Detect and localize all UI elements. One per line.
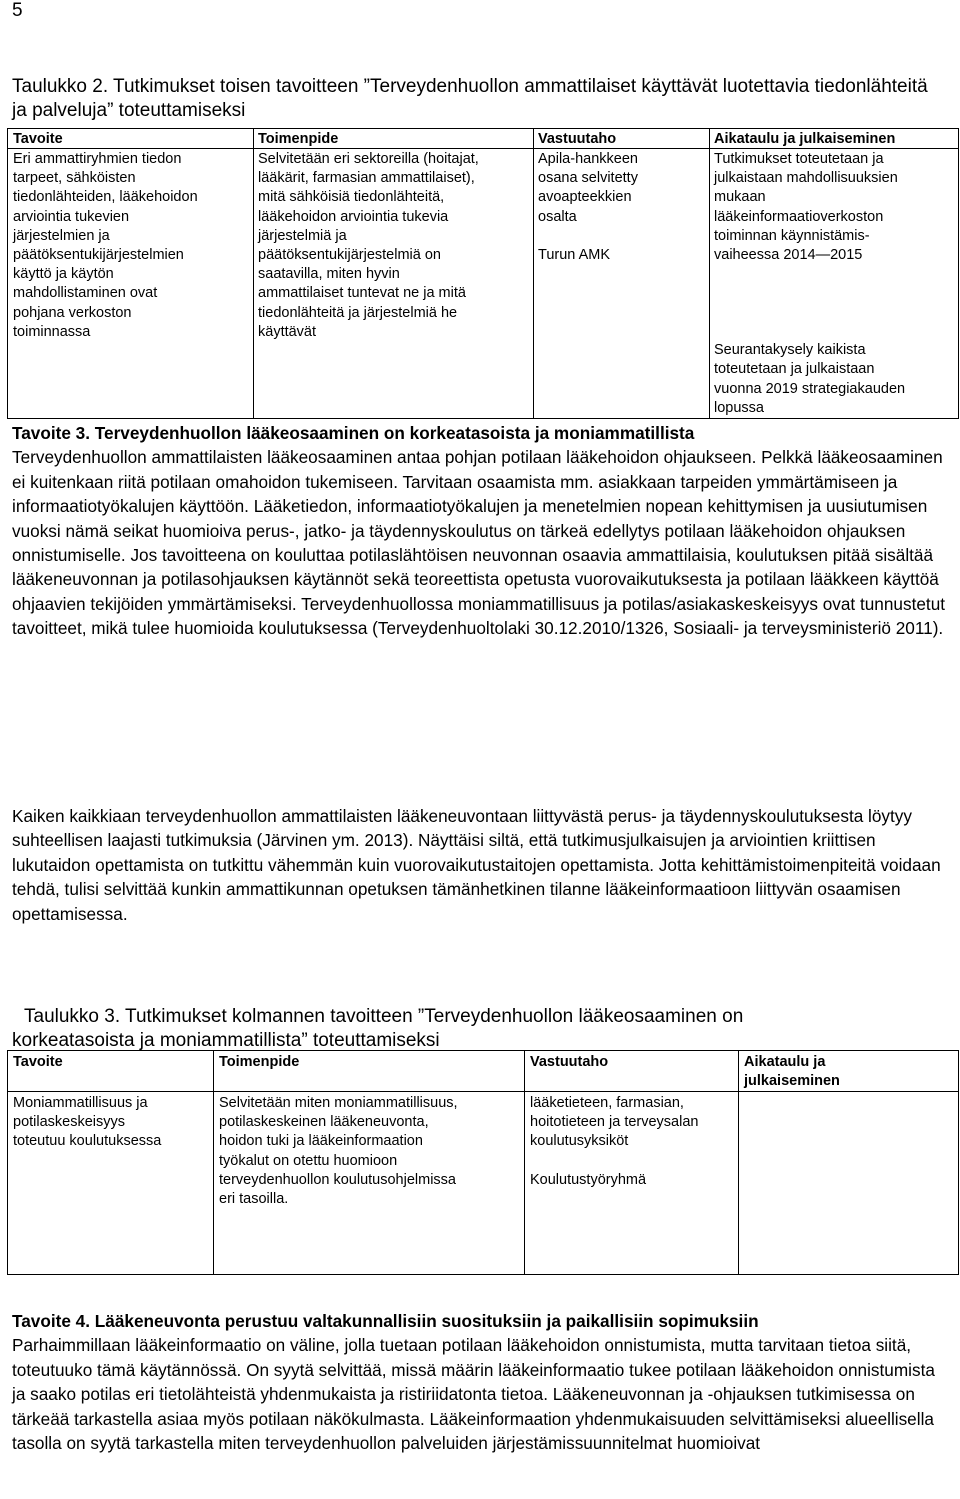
cell-text: Turun AMK bbox=[538, 246, 610, 263]
cell-text: Tutkimukset toteutetaan ja julkaistaan mahdollisuuksien mukaan lääkeinformaatioverkoston toiminnan käynnistämis- vaiheessa 2014—2015 bbox=[714, 151, 898, 264]
table2-header-aikataulu: Aikataulu ja julkaiseminen bbox=[710, 129, 959, 149]
table-row bbox=[8, 1092, 959, 1275]
tavoite4-label: Tavoite 4. bbox=[12, 1311, 91, 1331]
cell-text: Eri ammattiryhmien tiedon tarpeet, sähköisten tiedonlähteiden, lääkehoidon arviointia tukevien järjestelmien ja päätöksentukijärjestelmien käyttö ja käytön mahdollistaminen ovat pohjana verkoston toiminnassa bbox=[13, 151, 198, 340]
table3-cell-vastuutaho bbox=[525, 1092, 739, 1275]
cell-text: Selvitetään eri sektoreilla (hoitajat, lääkärit, farmasian ammattilaiset), mitä sähköisiä tiedonlähteitä, lääkehoidon arviointia tukevia järjestelmiä ja päätöksentukijärjestelmiä on saatavilla, miten hyvin ammattilaiset tuntevat ne ja mitä tiedonlähteitä ja järjestelmiä he käyttävät bbox=[258, 151, 479, 340]
table2-header-toimenpide: Toimenpide bbox=[254, 129, 534, 149]
table2 bbox=[7, 128, 959, 419]
table3-cell-tavoite bbox=[8, 1092, 214, 1275]
table2-cell-vastuutaho bbox=[534, 149, 710, 419]
table2-header-row bbox=[8, 129, 959, 149]
table3 bbox=[7, 1050, 959, 1275]
cell-text: Apila-hankkeen osana selvitetty avoapteekkien osalta bbox=[538, 151, 638, 225]
table3-header-toimenpide: Toimenpide bbox=[214, 1051, 525, 1092]
tavoite4-text: Parhaimmillaan lääkeinformaatio on väline, jolla tuetaan potilaan lääkehoidon onnistumista, mutta tarvitaan tietoa siitä, toteutuuko tämä käytännössä. On syytä selvittää, missä määrin lääkeinformaatio tukee potilaan lääkehoidon onnistumista ja saako potilas eri tietolähteistä yhdenmukaista ja ristiriidatonta tietoa. Lääkeneuvonnan ja -ohjauksen tutkimisessa on tärkeää tarkastella asiaa myös potilaan näkökulmasta. Lääkeinformaation yhdenmukaisuuden selvittämiseksi alueellisella tasolla on syytä tarkastella miten terveydenhuollon palveluiden järjestämissuunnitelmat huomioivat bbox=[12, 1335, 935, 1454]
table-row bbox=[8, 149, 959, 419]
table3-caption-line1: Taulukko 3. Tutkimukset kolmannen tavoitteen ”Terveydenhuollon lääkeosaaminen on bbox=[24, 1006, 744, 1027]
tavoite4-section bbox=[12, 1309, 948, 1455]
cell-text: Seurantakysely kaikista toteutetaan ja julkaistaan vuonna 2019 strategiakauden lopussa bbox=[714, 342, 906, 416]
cell-text: Koulutustyöryhmä bbox=[530, 1171, 647, 1188]
table3-cell-aikataulu bbox=[739, 1092, 959, 1275]
table2-header-vastuutaho: Vastuutaho bbox=[534, 129, 710, 149]
table2-header-tavoite: Tavoite bbox=[8, 129, 254, 149]
body-paragraph: Kaiken kaikkiaan terveydenhuollon ammattilaisten lääkeneuvontaan liittyvästä perus- ja täydennyskoulutuksesta löytyy suhteellisen laajasti tutkimuksia (Järvinen ym. 2013). Näyttäisi siltä, että tutkimusjulkaisujen ja arviointien kriittisen lukutaidon opettamista on tutkittu vähemmän kuin vuorovaikutustaitojen opettamista. Jotta kehittämistoimenpiteitä voidaan tehdä, tulisi selvittää kunkin ammattikunnan opetuksen tämänhetkinen tilanne lääkeinformaatioon liittyvän osaamisen opettamisessa. bbox=[12, 806, 941, 924]
cell-text: Moniammatillisuus ja potilaskeskeisyys toteutuu koulutuksessa bbox=[13, 1095, 162, 1150]
tavoite4-title: Lääkeneuvonta perustuu valtakunnallisiin suosituksiin ja paikallisiin sopimuksiin bbox=[94, 1311, 759, 1331]
tavoite3-section bbox=[12, 421, 948, 641]
cell-text: Selvitetään miten moniammatillisuus, potilaskeskeinen lääkeneuvonta, hoidon tuki ja lääkeinformaation työkalut on otettu huomioon terveydenhuollon koulutusohjelmissa eri tasoilla. bbox=[219, 1095, 458, 1208]
tavoite3-title: Terveydenhuollon lääkeosaaminen on korkeatasoista ja moniammatillista bbox=[94, 423, 695, 443]
table3-header-aikataulu: Aikataulu ja julkaiseminen bbox=[739, 1051, 959, 1092]
table2-cell-toimenpide bbox=[254, 149, 534, 419]
tavoite3-text: Terveydenhuollon ammattilaisten lääkeosaaminen antaa pohjan potilaan lääkehoidon ohjaukseen. Pelkkä lääkeosaaminen ei kuitenkaan riitä potilaan omahoidon tukemiseen. Tarvitaan osaamista mm. asiakkaan tarpeiden ymmärtämiseen ja informaatiotyökalujen käyttöön. Lääketiedon, informaatiotyökalujen ja menetelmien nopean kehittymisen ja uusiutumisen vuoksi nämä seikat huomioiva perus-, jatko- ja täydennyskoulutus on tärkeä edellytys potilaan lääkehoidon ohjauksen onnistumiselle. Jos tavoitteena on kouluttaa potilaslähtöisen neuvonnan osaavia ammattilaisia, koulutuksen pitää sisältää lääkeneuvonnan ja potilasohjauksen käytännöt sekä teoreettista opetusta vuorovaikutuksesta ja potilaan lääkkeen käyttöä ohjaavien tekijöiden ymmärtämiseksi. Terveydenhuollossa moniammatillisuus ja potilas/asiakaskeskeisyys ovat tunnustetut tavoitteet, mikä tulee huomioida koulutuksessa (Terveydenhuoltolaki 30.12.2010/1326, Sosiaali- ja terveysministeriö 2011). bbox=[12, 447, 946, 639]
table3-header-row bbox=[8, 1051, 959, 1092]
table3-cell-toimenpide bbox=[214, 1092, 525, 1275]
table3-header-vastuutaho: Vastuutaho bbox=[525, 1051, 739, 1092]
tavoite3-label: Tavoite 3. bbox=[12, 423, 91, 443]
table3-header-tavoite: Tavoite bbox=[8, 1051, 214, 1092]
table3-caption-line2: korkeatasoista ja moniammatillista” toteuttamiseksi bbox=[12, 1030, 440, 1051]
cell-text: lääketieteen, farmasian, hoitotieteen ja terveysalan koulutusyksiköt bbox=[530, 1095, 699, 1150]
table2-cell-tavoite bbox=[8, 149, 254, 419]
table2-cell-aikataulu bbox=[710, 149, 959, 419]
table3-caption bbox=[12, 1005, 942, 1053]
table2-caption: Taulukko 2. Tutkimukset toisen tavoitteen ”Terveydenhuollon ammattilaiset käyttävät luotettavia tiedonlähteitä ja palveluja” toteuttamiseksi bbox=[12, 76, 928, 121]
page-number: 5 bbox=[12, 0, 23, 21]
